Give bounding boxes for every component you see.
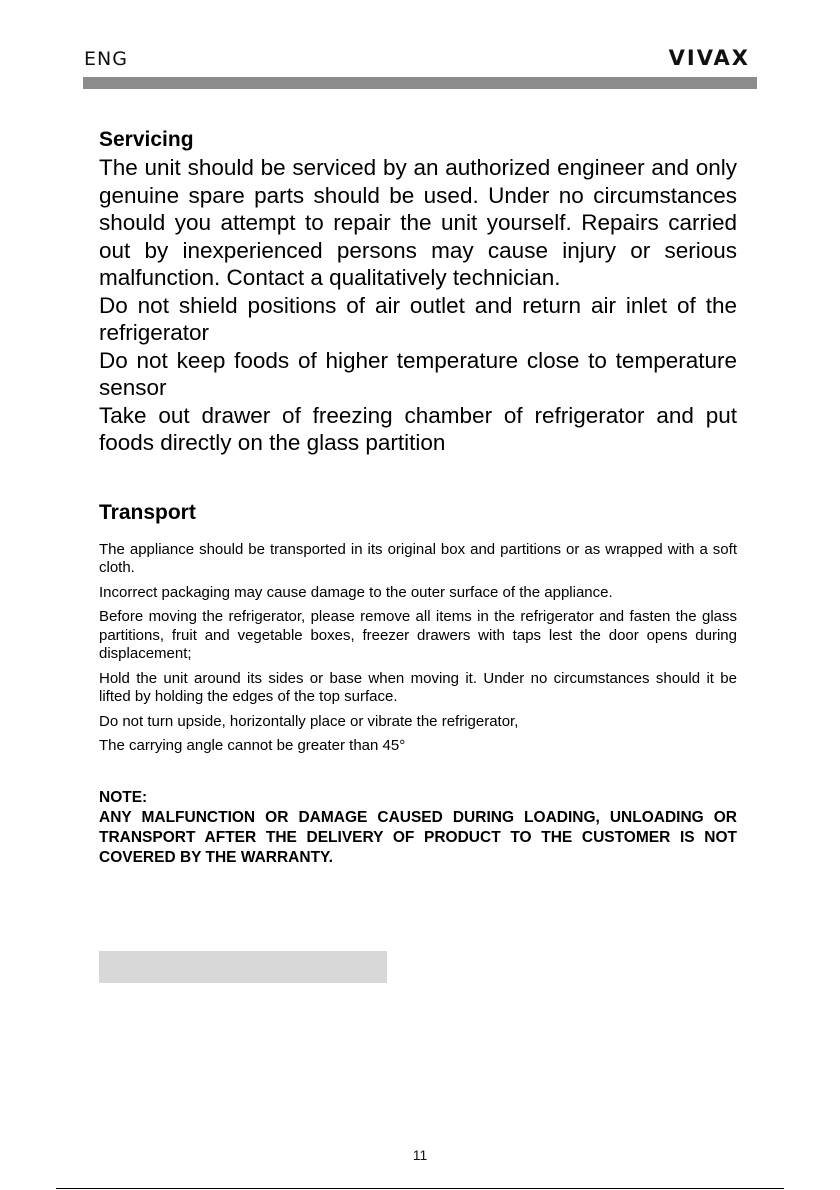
note-text: ANY MALFUNCTION OR DAMAGE CAUSED DURING LOADING, UNLOADING OR TRANSPORT AFTER THE DELIVERY OF PRODUCT TO THE CUSTOMER IS NOT COVERED BY THE WARRANTY. <box>99 808 737 866</box>
brand-logo: VIVAX <box>668 46 750 70</box>
transport-paragraph-3: Before moving the refrigerator, please remove all items in the refrigerator and fasten the glass partitions, fruit and vegetable boxes, freezer drawers with taps lest the door opens during displacement; <box>99 608 737 662</box>
transport-paragraph-5: Do not turn upside, horizontally place or vibrate the refrigerator, <box>99 712 519 730</box>
servicing-paragraph-4: Take out drawer of freezing chamber of refrigerator and put foods directly on the glass partition <box>99 402 737 455</box>
header-divider <box>83 77 757 89</box>
gray-placeholder-box <box>99 951 387 983</box>
page-number: 11 <box>412 1147 428 1163</box>
transport-paragraph-6: The carrying angle cannot be greater than 45° <box>99 737 406 754</box>
transport-paragraph-1: The appliance should be transported in its original box and partitions or as wrapped with a soft cloth. <box>99 540 737 576</box>
servicing-paragraph-1: The unit should be serviced by an authorized engineer and only genuine spare parts should be used. Under no circumstances should you attempt to repair the unit yourself. Repairs carried out by inexperienced persons may cause injury or serious malfunction. Contact a qualitatively technician. <box>99 155 737 290</box>
transport-paragraph-4: Hold the unit around its sides or base when moving it. Under no circumstances should it be lifted by holding the edges of the top surface. <box>99 669 737 705</box>
page-content <box>99 126 737 868</box>
servicing-heading: Servicing <box>99 128 194 151</box>
header-language: ENG <box>84 48 128 70</box>
transport-list <box>99 541 737 756</box>
servicing-paragraph-3: Do not keep foods of higher temperature close to temperature sensor <box>99 347 737 400</box>
note-label: NOTE: <box>99 788 148 806</box>
transport-heading: Transport <box>99 500 196 524</box>
servicing-paragraph-2: Do not shield positions of air outlet and return air inlet of the refrigerator <box>99 292 737 345</box>
transport-paragraph-2: Incorrect packaging may cause damage to the outer surface of the appliance. <box>99 583 613 601</box>
warranty-note <box>99 788 737 868</box>
footer-divider <box>56 1188 784 1189</box>
